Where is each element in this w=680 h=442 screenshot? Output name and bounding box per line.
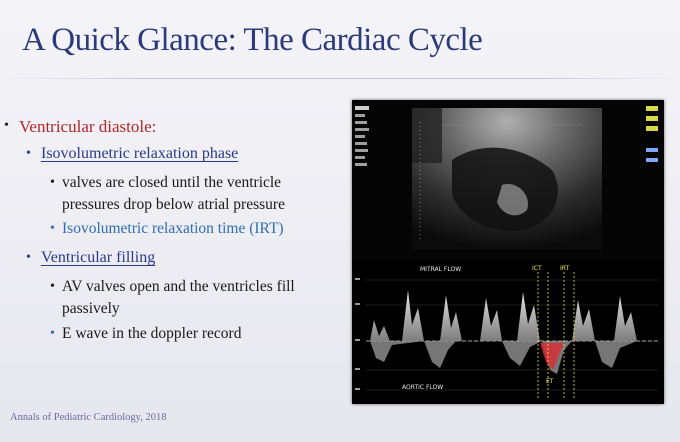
label-et: ET [546,378,554,385]
bullet-dot: • [50,326,55,341]
doppler-echo-image [352,100,664,404]
citation-footer: Annals of Pediatric Cardiology, 2018 [10,412,167,423]
bullet-valves-closed-line2: pressures drop below atrial pressure [62,196,285,213]
bullet-ventricular-filling: Ventricular filling [41,249,156,266]
bullet-ventricular-diastole: Ventricular diastole: [19,117,157,136]
label-irt: IRT [560,265,570,272]
bullet-irt: Isovolumetric relaxation time (IRT) [62,220,284,237]
bullet-av-valves-line2: passively [62,300,120,317]
bullet-dot: • [50,175,55,190]
bullet-dot: • [26,146,31,161]
bullet-isovolumetric-relaxation-phase: Isovolumetric relaxation phase [41,145,239,162]
bullet-dot: • [50,279,55,294]
label-mitral-flow: MITRAL FLOW [420,266,462,273]
label-aortic-flow: AORTIC FLOW [402,384,444,391]
bullet-dot: • [4,118,9,133]
bullet-dot: • [50,221,55,236]
bullet-e-wave: E wave in the doppler record [62,325,242,342]
label-ict: ICT [532,265,542,272]
bullet-av-valves-line1: AV valves open and the ventricles fill [62,278,295,295]
bullet-dot: • [26,250,31,265]
doppler-echo-graphic [352,100,664,404]
bullet-valves-closed-line1: valves are closed until the ventricle [62,174,282,191]
slide-title: A Quick Glance: The Cardiac Cycle [22,22,483,58]
title-divider [0,78,680,79]
